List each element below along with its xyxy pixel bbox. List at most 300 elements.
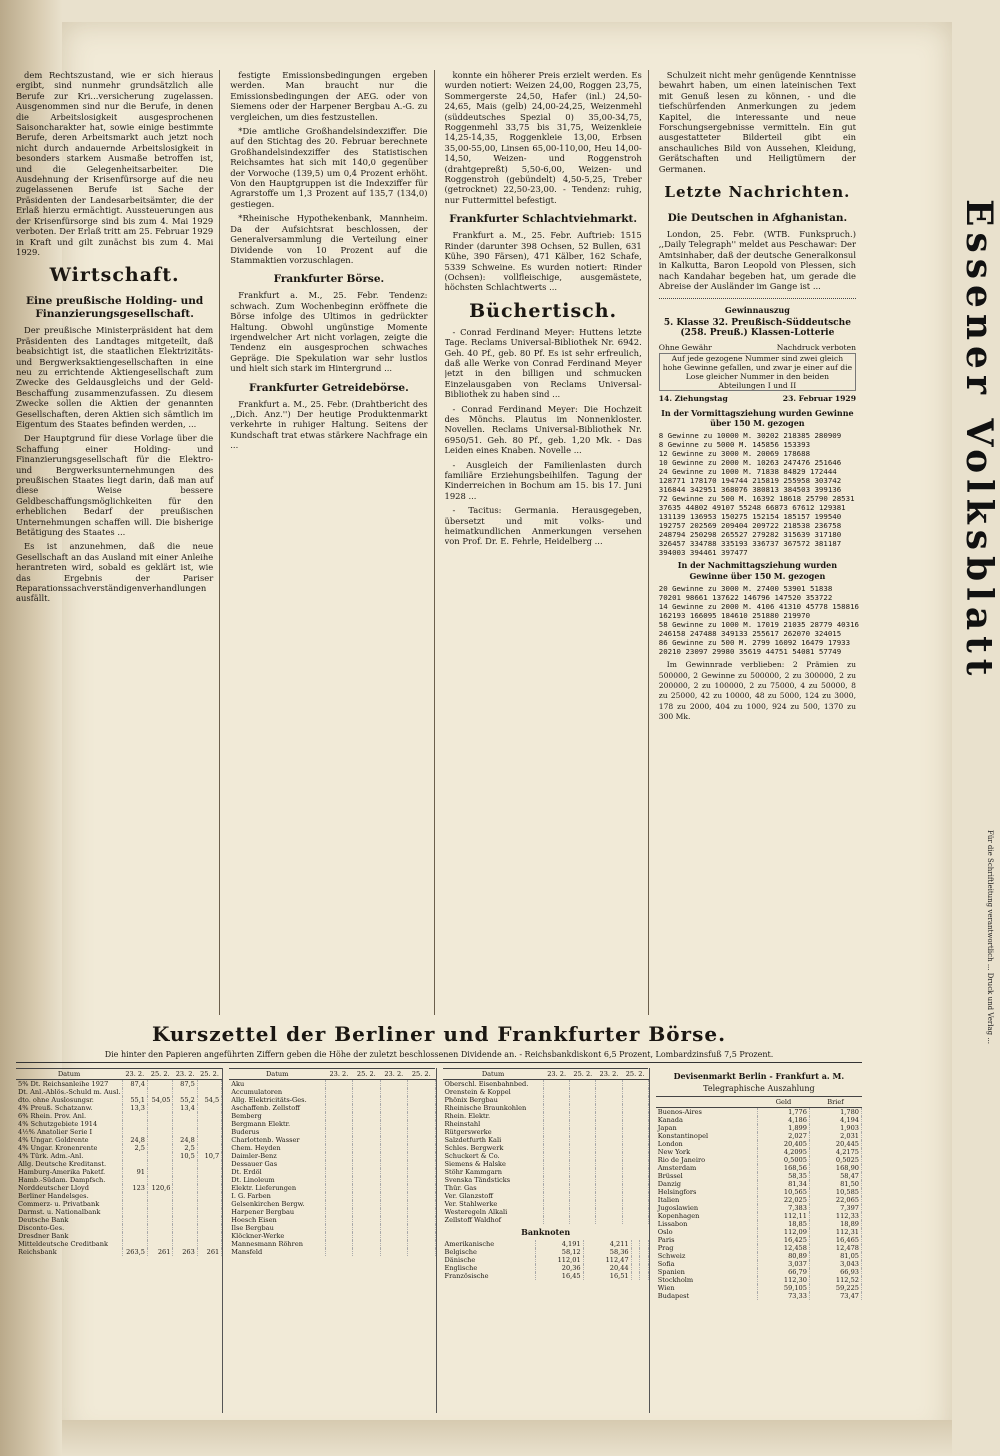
quote-value bbox=[622, 1096, 648, 1104]
security-name: I. G. Farben bbox=[229, 1192, 325, 1200]
quote-value: 81,34 bbox=[757, 1180, 809, 1188]
quote-value bbox=[197, 1168, 221, 1176]
quote-value: 112,52 bbox=[809, 1276, 861, 1284]
table-row bbox=[16, 1240, 222, 1248]
security-name: Dessauer Gas bbox=[229, 1160, 325, 1168]
quote-value bbox=[197, 1160, 221, 1168]
quote-value bbox=[197, 1184, 221, 1192]
quote-value bbox=[408, 1200, 435, 1208]
article-columns bbox=[16, 70, 862, 1015]
quote-value bbox=[622, 1104, 648, 1112]
quote-value bbox=[596, 1200, 622, 1208]
table-row bbox=[229, 1104, 435, 1112]
security-name: Buderus bbox=[229, 1128, 325, 1136]
security-name: Dresdner Bank bbox=[16, 1232, 122, 1240]
quote-value: 261 bbox=[197, 1248, 221, 1256]
quote-value bbox=[325, 1224, 352, 1232]
number-line: 162193 166095 184610 251880 219970 bbox=[658, 611, 811, 621]
quote-value: 7,397 bbox=[809, 1204, 861, 1212]
quote-value bbox=[353, 1176, 380, 1184]
quote-value: 73,33 bbox=[757, 1292, 809, 1300]
quote-value bbox=[325, 1136, 352, 1144]
quote-value: 112,31 bbox=[809, 1228, 861, 1236]
security-name: Konstantinopel bbox=[656, 1132, 758, 1140]
quote-value bbox=[197, 1080, 221, 1089]
table-row bbox=[443, 1272, 649, 1280]
quote-value bbox=[631, 1240, 640, 1248]
table-row bbox=[443, 1208, 649, 1216]
quote-value bbox=[148, 1176, 173, 1184]
quote-value bbox=[380, 1208, 407, 1216]
column-header: Datum bbox=[16, 1069, 122, 1080]
quote-value bbox=[596, 1136, 622, 1144]
quote-value bbox=[325, 1104, 352, 1112]
quote-value bbox=[622, 1136, 648, 1144]
column-header: 23. 2. bbox=[173, 1069, 197, 1080]
quote-value bbox=[325, 1080, 352, 1089]
column-3 bbox=[445, 70, 649, 1015]
morning-numbers bbox=[659, 431, 856, 557]
number-line: 192757 202569 209404 209722 218538 236758 bbox=[658, 521, 842, 531]
quote-value: 16,45 bbox=[535, 1272, 583, 1280]
quote-value bbox=[325, 1112, 352, 1120]
quote-value: 87,4 bbox=[122, 1080, 147, 1089]
number-line: 20 Gewinne zu 3000 M. 27400 53901 51838 bbox=[658, 584, 833, 594]
quote-value: 112,09 bbox=[757, 1228, 809, 1236]
quote-value bbox=[148, 1144, 173, 1152]
quote-value bbox=[325, 1208, 352, 1216]
quote-value: 4,194 bbox=[809, 1116, 861, 1124]
quote-value bbox=[197, 1176, 221, 1184]
table-row bbox=[229, 1128, 435, 1136]
quote-value bbox=[173, 1240, 197, 1248]
col2-intro: festigte Emissionsbedingungen ergeben werden. Man braucht nur die Emissionsbedingungen der AEG. oder von Siemens oder der Harpener Bergbau A.-G. zu vergleichen, um dies festzustellen. bbox=[230, 70, 428, 122]
table-row bbox=[443, 1080, 649, 1089]
quote-value bbox=[596, 1208, 622, 1216]
quote-value bbox=[570, 1160, 596, 1168]
quote-value bbox=[408, 1192, 435, 1200]
divider bbox=[659, 298, 856, 299]
quote-value bbox=[596, 1216, 622, 1224]
security-name: Stockholm bbox=[656, 1276, 758, 1284]
quote-value bbox=[122, 1224, 147, 1232]
number-line: 58 Gewinne zu 1000 M. 17019 21035 28779 40316 bbox=[658, 620, 859, 630]
table-row bbox=[16, 1208, 222, 1216]
quote-value bbox=[148, 1128, 173, 1136]
number-line: 248794 250298 265527 279282 315639 317180 bbox=[658, 530, 842, 540]
table-row bbox=[656, 1268, 862, 1276]
number-line: 131139 136953 150275 152154 185157 199540 bbox=[658, 512, 842, 522]
heading-getreideboerse: Frankfurter Getreidebörse. bbox=[248, 381, 409, 394]
morning-draw-head: In der Vormittagsziehung wurden Gewinne über 150 M. gezogen bbox=[661, 407, 854, 428]
table-row bbox=[656, 1188, 862, 1196]
quote-value: 58,35 bbox=[757, 1172, 809, 1180]
quote-value: 54,5 bbox=[197, 1096, 221, 1104]
quote-value bbox=[544, 1096, 570, 1104]
security-name: Deutsche Bank bbox=[16, 1216, 122, 1224]
table-row bbox=[229, 1080, 435, 1089]
quote-value bbox=[570, 1128, 596, 1136]
quote-value bbox=[408, 1112, 435, 1120]
quote-value: 58,12 bbox=[535, 1248, 583, 1256]
quote-value bbox=[353, 1096, 380, 1104]
quote-value bbox=[622, 1208, 648, 1216]
quote-value: 13,4 bbox=[173, 1104, 197, 1112]
number-line: 24 Gewinne zu 1000 M. 71838 84829 172444 bbox=[658, 467, 837, 477]
quote-value bbox=[570, 1176, 596, 1184]
column-header: 23. 2. bbox=[122, 1069, 147, 1080]
quote-value: 3,043 bbox=[809, 1260, 861, 1268]
quote-value bbox=[622, 1168, 648, 1176]
lottery-title: Gewinnauszug bbox=[724, 304, 790, 315]
quote-value bbox=[380, 1224, 407, 1232]
column-header: 25. 2. bbox=[408, 1069, 435, 1080]
table-row bbox=[229, 1168, 435, 1176]
devisen-title: Devisenmarkt Berlin - Frankfurt a. M. bbox=[673, 1071, 845, 1081]
quote-value bbox=[325, 1200, 352, 1208]
quote-value bbox=[148, 1136, 173, 1144]
column-header: 23. 2. bbox=[325, 1069, 352, 1080]
security-name: Orenstein & Koppel bbox=[443, 1088, 544, 1096]
quote-value: 10,565 bbox=[757, 1188, 809, 1196]
quote-value bbox=[544, 1160, 570, 1168]
quote-value bbox=[197, 1232, 221, 1240]
security-name: Oslo bbox=[656, 1228, 758, 1236]
security-name: dto. ohne Auslosungsr. bbox=[16, 1096, 122, 1104]
table-row bbox=[229, 1248, 435, 1256]
quote-value: 1,899 bbox=[757, 1124, 809, 1132]
table-row bbox=[656, 1156, 862, 1164]
quote-value bbox=[622, 1160, 648, 1168]
security-name: Schweiz bbox=[656, 1252, 758, 1260]
quote-value bbox=[325, 1128, 352, 1136]
quote-value bbox=[353, 1152, 380, 1160]
quote-value bbox=[353, 1208, 380, 1216]
quote-value bbox=[570, 1112, 596, 1120]
security-name: Ver. Stahlwerke bbox=[443, 1200, 544, 1208]
number-line: 20210 23097 29980 35619 44751 54081 57749 bbox=[658, 647, 842, 657]
quote-value: 112,11 bbox=[757, 1212, 809, 1220]
security-name: Rheinische Braunkohlen bbox=[443, 1104, 544, 1112]
afternoon-draw-head: In der Nachmittagsziehung wurden Gewinne über 150 M. gezogen bbox=[677, 560, 838, 581]
quote-value: 58,47 bbox=[809, 1172, 861, 1180]
security-name: Aku bbox=[229, 1080, 325, 1089]
security-name: Dt. Linoleum bbox=[229, 1176, 325, 1184]
column-1 bbox=[16, 70, 220, 1015]
quote-value bbox=[353, 1144, 380, 1152]
number-line: 326457 334788 335193 336737 367572 381187 bbox=[658, 539, 842, 549]
quote-value: 59,225 bbox=[809, 1284, 861, 1292]
kurs-col-2 bbox=[229, 1068, 436, 1413]
security-name: Amsterdam bbox=[656, 1164, 758, 1172]
security-name: Hamburg-Amerika Paketf. bbox=[16, 1168, 122, 1176]
quote-value: 20,445 bbox=[809, 1140, 861, 1148]
quote-value bbox=[353, 1160, 380, 1168]
security-name: Jugoslawien bbox=[656, 1204, 758, 1212]
security-name: Darmst. u. Nationalbank bbox=[16, 1208, 122, 1216]
quote-value bbox=[122, 1216, 147, 1224]
quote-value bbox=[622, 1080, 648, 1089]
quote-value: 55,1 bbox=[122, 1096, 147, 1104]
quote-value bbox=[408, 1096, 435, 1104]
quote-value bbox=[197, 1112, 221, 1120]
quote-value bbox=[353, 1120, 380, 1128]
security-name: Dt. Anl.-Ablös.-Schuld m. Ausl. bbox=[18, 1088, 121, 1096]
quote-value bbox=[353, 1192, 380, 1200]
quote-value bbox=[148, 1240, 173, 1248]
col3-p1: Frankfurt a. M., 25. Febr. Auftrieb: 1515 Rinder (darunter 398 Ochsen, 52 Bullen, 631 Kühe, 390 Färsen), 471 Kälber, 162 Schafe, 5339 Schweine. Es wurden notiert: Rinder (Ochsen): vollfleischige, ausgemästete, höchsten Schlachtwerts ... bbox=[444, 230, 642, 293]
quote-value bbox=[148, 1088, 173, 1096]
quote-value bbox=[325, 1144, 352, 1152]
security-name: Hoesch Eisen bbox=[229, 1216, 325, 1224]
table-row bbox=[656, 1148, 862, 1156]
headline-afghanistan: Die Deutschen in Afghanistan. bbox=[667, 212, 848, 225]
quote-value bbox=[544, 1216, 570, 1224]
quote-value bbox=[353, 1184, 380, 1192]
quote-value: 22,025 bbox=[757, 1196, 809, 1204]
quote-value bbox=[197, 1192, 221, 1200]
quote-value bbox=[544, 1184, 570, 1192]
quote-value bbox=[622, 1120, 648, 1128]
quote-value: 18,89 bbox=[809, 1220, 861, 1228]
security-name: Französische bbox=[443, 1272, 536, 1280]
table-row bbox=[656, 1244, 862, 1252]
quote-value bbox=[148, 1112, 173, 1120]
col4-p1: London, 25. Febr. (WTB. Funkspruch.) ,,Daily Telegraph'' meldet aus Peschawar: Der Amtsinhaber, daß der deutsche Generalkonsul in Kalkutta, Baron Leopold von Plessen, sich nach Kandahar begeben hat, um gerade die Abreise der Ausländer im Gange ist ... bbox=[658, 229, 856, 292]
quote-value bbox=[325, 1096, 352, 1104]
quote-value bbox=[570, 1152, 596, 1160]
quote-value bbox=[197, 1088, 221, 1096]
col2-p3: Frankfurt a. M., 25. Febr. Tendenz: schwach. Zum Wochenbeginn eröffnete die Börse infolge des Ultimos in gedrückter Haltung. Obwohl ungünstige Momente irgendwelcher Art nicht vorlagen, zeigte die Tendenz ein ausgesprochen schwaches Gepräge. Die Spekulation war sehr lustlos und hielt sich stark im Hintergrund ... bbox=[230, 290, 428, 374]
quote-value bbox=[197, 1224, 221, 1232]
number-line: 316844 342951 368076 380813 384503 399136 bbox=[658, 485, 842, 495]
quote-value bbox=[596, 1152, 622, 1160]
quote-value bbox=[197, 1240, 221, 1248]
security-name: Amerikanische bbox=[443, 1240, 536, 1248]
security-name: Italien bbox=[656, 1196, 758, 1204]
table-row bbox=[443, 1096, 649, 1104]
quote-value bbox=[544, 1112, 570, 1120]
headline-holding: Eine preußische Holding- und Finanzierungsgesellschaft. bbox=[26, 295, 204, 321]
table-row bbox=[16, 1152, 222, 1160]
quote-value: 4,186 bbox=[757, 1116, 809, 1124]
col3-p4: - Ausgleich der Familienlasten durch familiäre Erziehungsbeihilfen. Tagung der Kinderreichen in Bochum am 15. bis 17. Juni 1928 ... bbox=[444, 459, 642, 501]
table-row bbox=[656, 1196, 862, 1204]
quote-value bbox=[380, 1240, 407, 1248]
devisen-subtitle: Telegraphische Auszahlung bbox=[703, 1084, 815, 1093]
col2-p4: Frankfurt a. M., 25. Febr. (Drahtbericht des ,,Dich. Anz.'') Der heutige Produktenmarkt verkehrte in ruhiger Haltung. Seitens der Kundschaft trat etwas stärkere Nachfrage ein ... bbox=[230, 398, 428, 451]
security-name: Hamb.-Südam. Dampfsch. bbox=[16, 1176, 122, 1184]
security-name: 4% Schutzgebiete 1914 bbox=[16, 1120, 122, 1128]
quote-value: 24,8 bbox=[122, 1136, 147, 1144]
table-row bbox=[16, 1176, 222, 1184]
security-name: Chem. Heyden bbox=[229, 1144, 325, 1152]
quote-value bbox=[380, 1192, 407, 1200]
column-header: Datum bbox=[443, 1069, 544, 1080]
quote-value bbox=[197, 1144, 221, 1152]
quote-value: 2,027 bbox=[757, 1132, 809, 1140]
quote-value bbox=[122, 1128, 147, 1136]
quote-value bbox=[325, 1088, 352, 1096]
number-line: 37635 44802 49107 55248 66873 67612 129381 bbox=[658, 503, 846, 513]
quote-value bbox=[596, 1112, 622, 1120]
quote-value: 4,191 bbox=[535, 1240, 583, 1248]
quote-value bbox=[380, 1160, 407, 1168]
column-header: Brief bbox=[809, 1097, 861, 1108]
quote-value bbox=[380, 1104, 407, 1112]
quote-value: 4,2175 bbox=[809, 1148, 861, 1156]
security-name: Rhein. Elektr. bbox=[443, 1112, 544, 1120]
quote-value bbox=[325, 1248, 352, 1256]
quote-value bbox=[570, 1208, 596, 1216]
quote-value bbox=[122, 1152, 147, 1160]
quote-value bbox=[408, 1080, 435, 1089]
security-name: Salzdetfurth Kali bbox=[443, 1136, 544, 1144]
quote-value bbox=[408, 1248, 435, 1256]
col1-p2: Der Hauptgrund für diese Vorlage über die Schaffung einer Holding- und Finanzierungsgesellschaft für die Elektro- und Bergwerksunternehmungen des preußischen Staates liegt darin, daß man auf diese Weise bessere Geldbeschaffungsmöglichkeiten für den erheblichen Bedarf der preußischen Unternehmungen schaffen will. Die bisherige Betätigung des Staates ... bbox=[16, 433, 214, 538]
quote-value bbox=[408, 1128, 435, 1136]
security-name: Harpener Bergbau bbox=[229, 1208, 325, 1216]
quote-value: 24,8 bbox=[173, 1136, 197, 1144]
banknoten-title: Banknoten bbox=[521, 1227, 571, 1237]
security-name: Bemberg bbox=[229, 1112, 325, 1120]
table-row bbox=[16, 1112, 222, 1120]
quote-value bbox=[570, 1088, 596, 1096]
table-row bbox=[656, 1212, 862, 1220]
security-name: Dänische bbox=[443, 1256, 536, 1264]
table-row bbox=[16, 1192, 222, 1200]
table-row bbox=[16, 1128, 222, 1136]
col3-intro: konnte ein höherer Preis erzielt werden. Es wurden notiert: Weizen 24,00, Roggen 23,75, Sommergerste 24,50, Hafer (inl.) 24,50-24,65, Mais (gelb) 24,00-24,25, Weizenmehl (süddeutsches Spezial 0) 35,00-34,75, Roggenmehl 33,75 bis 31,75, Weizenkleie 14,25-14,35, Roggenkleie 13,00, Erbsen 35,00-55,00, Linsen 65,00-110,00, Heu 14,00-14,50, Weizen- und Roggenstroh (drahtgepreßt) 5,50-6,00, Weizen- und Roggenstroh (gebündelt) 4,50-5,25, Treber (getrocknet) 22,50-23,00. - Tendenz: ruhig, nur Futtermittel befestigt. bbox=[444, 70, 642, 205]
quote-value bbox=[353, 1136, 380, 1144]
table-row bbox=[443, 1192, 649, 1200]
quote-value bbox=[596, 1120, 622, 1128]
quote-value bbox=[596, 1096, 622, 1104]
quote-value bbox=[408, 1232, 435, 1240]
quote-value bbox=[173, 1192, 197, 1200]
table-row bbox=[443, 1248, 649, 1256]
quote-value: 54,05 bbox=[148, 1096, 173, 1104]
quote-value bbox=[408, 1160, 435, 1168]
quote-value bbox=[173, 1168, 197, 1176]
table-row bbox=[16, 1216, 222, 1224]
column-header: 25. 2. bbox=[622, 1069, 648, 1080]
quote-value bbox=[544, 1152, 570, 1160]
quote-value bbox=[622, 1128, 648, 1136]
quote-value bbox=[197, 1200, 221, 1208]
security-name: 4% Ungar. Goldrente bbox=[16, 1136, 122, 1144]
quote-value bbox=[570, 1104, 596, 1112]
afternoon-numbers bbox=[658, 584, 859, 657]
quote-value bbox=[148, 1208, 173, 1216]
quote-value bbox=[353, 1232, 380, 1240]
quote-value bbox=[408, 1152, 435, 1160]
col1-intro: dem Rechtszustand, wie er sich hieraus ergibt, sind nunmehr grundsätzlich alle Berufe zur Kri...versicherung zugelassen. Ausgenommen sind nur die Berufe, in denen die Arbeitslosigkeit ausgesprochenen Saisoncharakter hat, sowie einige bestimmte Berufe, deren Arbeitsmarkt auch jetzt noch nicht durch andauernde Arbeitslosigkeit in besonders starkem Ausmaße betroffen ist, und die Gelegenheitsarbeiter. Die Ausdehnung der Krisenfürsorge auf die neu zugelassenen Berufe ist Sache der Präsidenten der Landesarbeitsämter, die der Erlaß hierzu ermächtigt. Aussteuerungen aus der Krisenfürsorge sind bis zum 4. Mai 1929 verboten. Der Erlaß tritt am 25. Februar 1929 in Kraft und gilt zunächst bis zum 4. Mai 1929. bbox=[16, 70, 214, 257]
quote-value bbox=[622, 1200, 648, 1208]
quote-value bbox=[122, 1200, 147, 1208]
security-name: Japan bbox=[656, 1124, 758, 1132]
quote-value: 20,44 bbox=[583, 1264, 631, 1272]
table-row bbox=[16, 1248, 222, 1256]
security-name: Rio de Janeiro bbox=[656, 1156, 758, 1164]
quote-value bbox=[325, 1184, 352, 1192]
quote-value bbox=[173, 1120, 197, 1128]
quote-value bbox=[408, 1144, 435, 1152]
table-row bbox=[443, 1128, 649, 1136]
quote-value bbox=[640, 1248, 649, 1256]
quote-value bbox=[148, 1104, 173, 1112]
table-row bbox=[229, 1136, 435, 1144]
quote-value bbox=[544, 1192, 570, 1200]
quote-value bbox=[122, 1120, 147, 1128]
table-row bbox=[16, 1096, 222, 1104]
quote-value: 263,5 bbox=[122, 1248, 147, 1256]
table-row bbox=[229, 1224, 435, 1232]
table-row bbox=[443, 1136, 649, 1144]
quote-value bbox=[353, 1104, 380, 1112]
quote-value bbox=[148, 1200, 173, 1208]
quote-value bbox=[544, 1144, 570, 1152]
quote-value: 20,405 bbox=[757, 1140, 809, 1148]
quote-value bbox=[596, 1192, 622, 1200]
security-name: Buenos-Aires bbox=[656, 1108, 758, 1117]
security-name: Charlottenb. Wasser bbox=[229, 1136, 325, 1144]
column-header: Datum bbox=[229, 1069, 325, 1080]
quote-value bbox=[596, 1080, 622, 1089]
lottery-no-warranty: Ohne Gewähr bbox=[658, 342, 712, 352]
quote-value: 0,5005 bbox=[757, 1156, 809, 1164]
quote-value bbox=[570, 1216, 596, 1224]
quote-value bbox=[197, 1136, 221, 1144]
quote-value: 66,79 bbox=[757, 1268, 809, 1276]
kurszettel-title: Kurszettel der Berliner und Frankfurter Börse. bbox=[151, 1022, 727, 1046]
quote-value bbox=[631, 1272, 640, 1280]
col3-p5: - Tacitus: Germania. Herausgegeben, übersetzt und mit volks- und heimatkundlichen Anmerkungen versehen von Prof. Dr. E. Fehrle, Heidelberg ... bbox=[444, 505, 642, 547]
quote-value bbox=[353, 1112, 380, 1120]
quote-value bbox=[122, 1112, 147, 1120]
section-wirtschaft: Wirtschaft. bbox=[49, 264, 180, 287]
quote-value bbox=[544, 1176, 570, 1184]
column-header: Geld bbox=[757, 1097, 809, 1108]
lottery-meta bbox=[659, 343, 856, 353]
quote-value bbox=[570, 1184, 596, 1192]
quote-value bbox=[122, 1176, 147, 1184]
quote-value bbox=[596, 1168, 622, 1176]
quote-value bbox=[353, 1088, 380, 1096]
quote-value bbox=[408, 1184, 435, 1192]
security-name: Ilse Bergbau bbox=[229, 1224, 325, 1232]
quote-value bbox=[173, 1112, 197, 1120]
security-name: Svenska Tändsticks bbox=[443, 1176, 544, 1184]
quote-value: 58,36 bbox=[583, 1248, 631, 1256]
heading-frankfurter-boerse: Frankfurter Börse. bbox=[273, 273, 385, 286]
quote-value: 22,065 bbox=[809, 1196, 861, 1204]
col3-p2: - Conrad Ferdinand Meyer: Huttens letzte Tage. Reclams Universal-Bibliothek Nr. 6942. Geh. 40 Pf., geb. 80 Pf. Es ist sehr erfreulich, daß alle Werke von Conrad Ferdinand Meyer jetzt in den billigen und schmucken Einzelausgaben von Reclams Universal-Bibliothek zu haben sind ... bbox=[444, 326, 642, 400]
section-buechertisch: Büchertisch. bbox=[469, 299, 618, 322]
quote-value bbox=[380, 1248, 407, 1256]
table-row bbox=[656, 1164, 862, 1172]
quote-value bbox=[197, 1104, 221, 1112]
security-name: Allg. Elektricitäts-Ges. bbox=[229, 1096, 325, 1104]
quote-value bbox=[380, 1136, 407, 1144]
col3-p3: - Conrad Ferdinand Meyer: Die Hochzeit des Mönchs. Plautus im Nonnenkloster. Novellen. Reclams Universal-Bibliothek Nr. 6950/51. Geh. 80 Pf., geb. 1,20 Mk. - Das Leiden eines Knaben. Novelle ... bbox=[444, 403, 642, 456]
column-header: 25. 2. bbox=[197, 1069, 221, 1080]
quote-value bbox=[380, 1096, 407, 1104]
table-row bbox=[443, 1240, 649, 1248]
quote-value: 87,5 bbox=[173, 1080, 197, 1089]
table-row bbox=[16, 1088, 222, 1096]
quote-value bbox=[622, 1088, 648, 1096]
